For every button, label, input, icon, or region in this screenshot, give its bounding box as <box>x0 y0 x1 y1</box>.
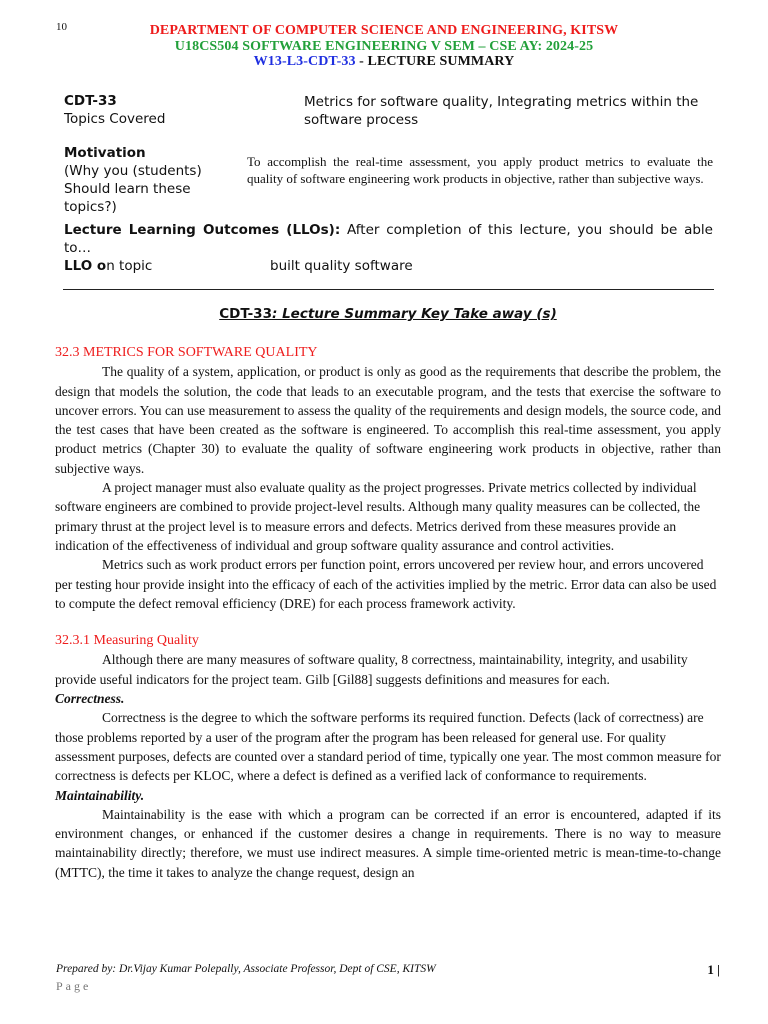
lecture-title-rest: - LECTURE SUMMARY <box>355 54 515 69</box>
paragraph: Maintainability is the ease with which a program can be corrected if an error is encountered, adapted if its environment changes, or enhanced if the customer desires a change in requirements. There is no way to measure maintainability directly; therefore, we must use indirect measures. A simple time-oriented metric is mean-time-to-change (MTTC), the time it takes to analyze the change request, design an <box>55 806 721 880</box>
lecture-code: W13-L3-CDT-33 <box>253 54 356 69</box>
page-label: Page <box>56 979 92 993</box>
section-heading: 32.3 METRICS FOR SOFTWARE QUALITY <box>55 345 318 360</box>
motivation-label-line: topics?) <box>64 199 117 215</box>
paragraph: A project manager must also evaluate quality as the project progresses. Private metrics collected by individual software engineers are combined to provide project-level results. Although many quality measures can be collected, the primary thrust at the project level is to measure errors and defects. Metrics derived from these measures provide an indication of the effectiveness of individual and group software quality assurance and control activities. <box>55 480 701 553</box>
cdt-topics-value: Metrics for software quality, Integrating metrics within the software process <box>304 94 699 128</box>
llo-label: Lecture Learning Outcomes (LLOs): <box>64 222 341 238</box>
motivation-label-line: (Why you (students) <box>64 163 202 179</box>
key-takeaway-code: CDT-33 <box>219 306 272 322</box>
footer <box>56 963 720 975</box>
key-takeaway-rest: : Lecture Summary Key Take away (s) <box>271 306 557 322</box>
motivation-label-line: Should learn these <box>64 181 191 197</box>
prepared-by: Prepared by: Dr.Vijay Kumar Polepally, Associate Professor, Dept of CSE, KITSW <box>56 963 436 975</box>
maintainability-title: Maintainability. <box>55 787 145 803</box>
llo-row-bold: LLO o <box>64 258 107 274</box>
key-takeaway-title <box>0 306 768 322</box>
motivation-value: To accomplish the real-time assessment, you apply product metrics to evaluate the quality of software engineering work products in objective, rather than subjective ways. <box>247 154 713 186</box>
llo-text: After completion of this lecture, you should be able to… <box>64 222 713 256</box>
paragraph: Although there are many measures of software quality, 8 correctness, maintainability, integrity, and usability provide useful indicators for the project team. Gilb [Gil88] suggests definitions and measures for each. <box>55 652 688 687</box>
paragraph: Metrics such as work product errors per function point, errors uncovered per review hour, and errors uncovered per testing hour provide insight into the efficacy of each of the activities implied by the metric. Error data can also be used to compute the defect removal efficiency (DRE) for each process framework activity. <box>55 557 717 611</box>
cdt-label <box>64 92 165 128</box>
llo-row-label <box>64 257 152 275</box>
course-title: U18CS504 SOFTWARE ENGINEERING V SEM – CSE AY: 2024-25 <box>174 39 594 54</box>
cdt-label-sub: Topics Covered <box>64 111 166 127</box>
horizontal-divider <box>63 289 714 290</box>
motivation-label-bold: Motivation <box>64 145 146 161</box>
llo-row-rest: n topic <box>106 258 153 274</box>
paragraph: Correctness is the degree to which the software performs its required function. Defects (lack of correctness) are those problems reported by a user of the program after the program has been released for general use. For quality assessment purposes, defects are counted over a standard period of time, typically one year. The most common measure for correctness is defects per KLOC, where a defect is defined as a verified lack of conformance to requirements. <box>55 710 721 784</box>
spacer <box>55 613 721 631</box>
summary-body <box>55 343 721 882</box>
subsection-heading: 32.3.1 Measuring Quality <box>55 633 199 649</box>
lecture-title <box>0 54 768 70</box>
page-number-top: 10 <box>56 21 67 33</box>
llo-row-value: built quality software <box>270 258 413 274</box>
motivation-label <box>64 144 244 216</box>
llo-statement <box>64 221 713 257</box>
footer-page-number: 1 | <box>707 962 720 977</box>
department-title: DEPARTMENT OF COMPUTER SCIENCE AND ENGINEERING, KITSW <box>149 23 619 38</box>
cdt-label-bold: CDT-33 <box>64 93 117 109</box>
correctness-title: Correctness. <box>55 691 125 707</box>
paragraph: The quality of a system, application, or product is only as good as the requirements that describe the problem, the design that models the solution, the code that leads to an executable program, and the tests that exercise the software to uncover errors. You can use measurement to assess the quality of the requirements and design models, the source code, and the test cases that have been created as the software is engineered. To accomplish this real-time assessment, you apply product metrics (Chapter 30) to evaluate the quality of software engineering work products in objective, rather than subjective ways. <box>55 364 721 476</box>
